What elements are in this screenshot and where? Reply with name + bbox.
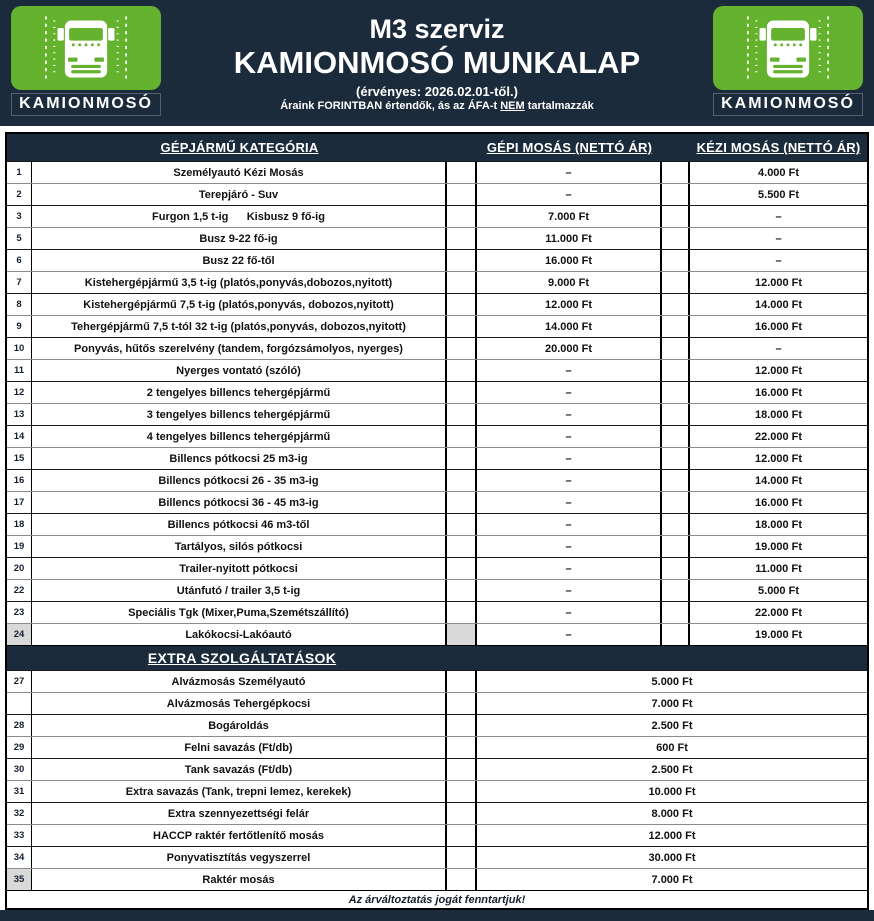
- hand-wash-price: 22.000 Ft: [754, 606, 803, 619]
- category-cell: 2 tengelyes billencs tehergépjármű: [32, 382, 447, 403]
- row-number: 5: [7, 228, 32, 249]
- row-number: 24: [7, 624, 32, 645]
- machine-wash-checkbox-cell[interactable]: [447, 294, 477, 315]
- table-header-row: [7, 134, 867, 161]
- bottom-band: [0, 910, 874, 921]
- hand-wash-checkbox-cell[interactable]: [662, 184, 690, 205]
- machine-wash-price: –: [477, 448, 662, 469]
- vat-note: Áraink FORINTBAN értendők, ás az ÁFA-t NEM tartalmazzák: [280, 100, 594, 113]
- table-row: [7, 271, 867, 293]
- machine-wash-price: –: [477, 470, 662, 491]
- truck-wash-logo-icon: [11, 6, 161, 90]
- category-cell: Felni savazás (Ft/db): [32, 737, 447, 758]
- machine-wash-price: 7.000 Ft: [477, 206, 662, 227]
- hand-wash-price: 5.000 Ft: [758, 584, 799, 597]
- row-number: 3: [7, 206, 32, 227]
- hand-wash-price: 16.000 Ft: [754, 320, 803, 333]
- machine-wash-checkbox-cell[interactable]: [447, 382, 477, 403]
- hand-wash-checkbox-cell[interactable]: [662, 316, 690, 337]
- machine-wash-price: –: [477, 514, 662, 535]
- hand-wash-checkbox-cell[interactable]: [662, 426, 690, 447]
- service-checkbox-cell[interactable]: [447, 693, 477, 714]
- machine-wash-checkbox-cell[interactable]: [447, 404, 477, 425]
- row-number: 20: [7, 558, 32, 579]
- row-number: 9: [7, 316, 32, 337]
- row-number: 34: [7, 847, 32, 868]
- machine-wash-checkbox-cell[interactable]: [447, 580, 477, 601]
- machine-wash-checkbox-cell[interactable]: [447, 228, 477, 249]
- table-row: [7, 469, 867, 491]
- category-cell: Trailer-nyitott pótkocsi: [32, 558, 447, 579]
- price-table: [5, 132, 869, 910]
- machine-wash-price: –: [477, 602, 662, 623]
- table-row: [7, 824, 867, 846]
- hand-wash-checkbox-cell[interactable]: [662, 448, 690, 469]
- hand-wash-checkbox-cell[interactable]: [662, 162, 690, 183]
- machine-wash-checkbox-cell[interactable]: [447, 206, 477, 227]
- category-cell: Utánfutó / trailer 3,5 t-ig: [32, 580, 447, 601]
- table-row: [7, 381, 867, 403]
- machine-wash-checkbox-cell[interactable]: [447, 184, 477, 205]
- table-row: [7, 359, 867, 381]
- extra-services-title: EXTRA SZOLGÁLTATÁSOK: [147, 650, 337, 666]
- hand-wash-price: 14.000 Ft: [754, 474, 803, 487]
- hand-wash-price: 14.000 Ft: [754, 298, 803, 311]
- table-row: [7, 337, 867, 359]
- table-row: [7, 403, 867, 425]
- service-checkbox-cell[interactable]: [447, 715, 477, 736]
- row-number: 2: [7, 184, 32, 205]
- machine-wash-checkbox-cell[interactable]: [447, 272, 477, 293]
- category-cell: Billencs pótkocsi 46 m3-től: [32, 514, 447, 535]
- service-price: 7.000 Ft: [651, 697, 693, 710]
- hand-wash-checkbox-cell[interactable]: [662, 206, 690, 227]
- table-row: [7, 736, 867, 758]
- table-row: [7, 513, 867, 535]
- machine-wash-price: –: [477, 360, 662, 381]
- table-row: [7, 293, 867, 315]
- machine-wash-checkbox-cell[interactable]: [447, 250, 477, 271]
- validity-note: (érvényes: 2026.02.01-től.): [356, 84, 518, 100]
- category-cell: Busz 22 fő-től: [32, 250, 447, 271]
- row-number: 12: [7, 382, 32, 403]
- service-checkbox-cell[interactable]: [447, 869, 477, 890]
- hand-wash-price: 18.000 Ft: [754, 408, 803, 421]
- hand-wash-checkbox-cell[interactable]: [662, 558, 690, 579]
- company-title: M3 szerviz: [369, 13, 505, 44]
- row-number: 33: [7, 825, 32, 846]
- service-checkbox-cell[interactable]: [447, 737, 477, 758]
- machine-wash-checkbox-cell[interactable]: [447, 338, 477, 359]
- service-price: 2.500 Ft: [651, 763, 693, 776]
- row-number: 17: [7, 492, 32, 513]
- service-checkbox-cell[interactable]: [447, 803, 477, 824]
- row-number: 7: [7, 272, 32, 293]
- machine-wash-checkbox-cell[interactable]: [447, 492, 477, 513]
- category-cell: Ponyvatisztítás vegyszerrel: [32, 847, 447, 868]
- machine-wash-price: –: [477, 162, 662, 183]
- hand-wash-price: 12.000 Ft: [754, 276, 803, 289]
- hand-wash-checkbox-cell[interactable]: [662, 470, 690, 491]
- table-row: [7, 161, 867, 183]
- row-number: 8: [7, 294, 32, 315]
- category-cell: Kistehergépjármű 7,5 t-ig (platós,ponyvás, dobozos,nyitott): [32, 294, 447, 315]
- machine-wash-price: –: [477, 404, 662, 425]
- vehicle-category-rows: [7, 161, 867, 645]
- machine-wash-price: 16.000 Ft: [477, 250, 662, 271]
- table-row: [7, 183, 867, 205]
- machine-wash-checkbox-cell[interactable]: [447, 602, 477, 623]
- category-cell: Speciális Tgk (Mixer,Puma,Szemétszállító): [32, 602, 447, 623]
- hand-wash-checkbox-cell[interactable]: [662, 602, 690, 623]
- category-cell: Személyautó Kézi Mosás: [32, 162, 447, 183]
- hand-wash-checkbox-cell[interactable]: [662, 338, 690, 359]
- hand-wash-price: 12.000 Ft: [754, 452, 803, 465]
- row-number: 13: [7, 404, 32, 425]
- row-number: 28: [7, 715, 32, 736]
- category-cell: Tank savazás (Ft/db): [32, 759, 447, 780]
- category-cell: Tartályos, silós pótkocsi: [32, 536, 447, 557]
- service-checkbox-cell[interactable]: [447, 781, 477, 802]
- machine-wash-checkbox-cell[interactable]: [447, 558, 477, 579]
- category-cell: Billencs pótkocsi 36 - 45 m3-ig: [32, 492, 447, 513]
- hand-wash-checkbox-cell[interactable]: [662, 294, 690, 315]
- hand-wash-price: 11.000 Ft: [755, 562, 802, 575]
- table-row: [7, 670, 867, 692]
- service-price: 8.000 Ft: [651, 807, 693, 820]
- category-cell: Ponyvás, hűtős szerelvény (tandem, forgózsámolyos, nyerges): [32, 338, 447, 359]
- category-cell: Terepjáró - Suv: [32, 184, 447, 205]
- category-cell: Bogároldás: [32, 715, 447, 736]
- row-number: 1: [7, 162, 32, 183]
- machine-wash-price: –: [477, 536, 662, 557]
- page-header: [0, 0, 874, 126]
- service-price: 2.500 Ft: [651, 719, 693, 732]
- table-row: [7, 557, 867, 579]
- truck-wash-logo-icon: [713, 6, 863, 90]
- extra-service-rows: [7, 670, 867, 890]
- hand-wash-price: 5.500 Ft: [758, 188, 799, 201]
- row-number: 32: [7, 803, 32, 824]
- row-number: 10: [7, 338, 32, 359]
- header-titles: [234, 14, 640, 113]
- machine-wash-price: –: [477, 382, 662, 403]
- table-row: [7, 714, 867, 736]
- service-price: 12.000 Ft: [648, 829, 696, 842]
- hand-wash-checkbox-cell[interactable]: [662, 580, 690, 601]
- row-number: 14: [7, 426, 32, 447]
- machine-wash-price: 14.000 Ft: [477, 316, 662, 337]
- machine-wash-checkbox-cell[interactable]: [447, 316, 477, 337]
- row-number: 30: [7, 759, 32, 780]
- category-cell: Alvázmosás Személyautó: [32, 671, 447, 692]
- table-row: [7, 205, 867, 227]
- logo-left: [11, 6, 161, 116]
- category-cell: HACCP raktér fertőtlenítő mosás: [32, 825, 447, 846]
- hand-wash-checkbox-cell[interactable]: [662, 272, 690, 293]
- machine-wash-checkbox-cell[interactable]: [447, 360, 477, 381]
- row-number: 15: [7, 448, 32, 469]
- table-row: [7, 780, 867, 802]
- service-price: 30.000 Ft: [648, 851, 696, 864]
- machine-wash-price: –: [477, 624, 662, 645]
- row-number: 29: [7, 737, 32, 758]
- hand-wash-price: 18.000 Ft: [754, 518, 803, 531]
- hand-wash-checkbox-cell[interactable]: [662, 360, 690, 381]
- category-cell: Kistehergépjármű 3,5 t-ig (platós,ponyvás,dobozos,nyitott): [32, 272, 447, 293]
- column-header-machine-wash: GÉPI MOSÁS (NETTÓ ÁR): [486, 140, 653, 155]
- row-number: [7, 693, 32, 714]
- machine-wash-price: 20.000 Ft: [477, 338, 662, 359]
- row-number: 23: [7, 602, 32, 623]
- category-cell: Raktér mosás: [32, 869, 447, 890]
- row-number: 19: [7, 536, 32, 557]
- row-number: 27: [7, 671, 32, 692]
- row-number: 11: [7, 360, 32, 381]
- machine-wash-price: –: [477, 580, 662, 601]
- hand-wash-price: –: [775, 232, 782, 245]
- table-row: [7, 623, 867, 645]
- price-change-disclaimer: Az árváltoztatás jogát fenntartjuk!: [7, 890, 867, 908]
- hand-wash-price: 16.000 Ft: [754, 386, 803, 399]
- hand-wash-price: 4.000 Ft: [758, 166, 799, 179]
- row-number: 16: [7, 470, 32, 491]
- service-price: 5.000 Ft: [651, 675, 693, 688]
- logo-left-label: KAMIONMOSÓ: [11, 93, 161, 116]
- category-cell: 3 tengelyes billencs tehergépjármű: [32, 404, 447, 425]
- hand-wash-checkbox-cell[interactable]: [662, 404, 690, 425]
- hand-wash-checkbox-cell[interactable]: [662, 536, 690, 557]
- machine-wash-checkbox-cell[interactable]: [447, 448, 477, 469]
- row-number: 18: [7, 514, 32, 535]
- machine-wash-price: –: [477, 492, 662, 513]
- hand-wash-price: 19.000 Ft: [754, 628, 803, 641]
- machine-wash-price: –: [477, 558, 662, 579]
- machine-wash-checkbox-cell[interactable]: [447, 426, 477, 447]
- hand-wash-price: –: [775, 342, 782, 355]
- table-row: [7, 425, 867, 447]
- hand-wash-price: 19.000 Ft: [754, 540, 803, 553]
- machine-wash-price: –: [477, 426, 662, 447]
- category-cell: Extra savazás (Tank, trepni lemez, kerekek): [32, 781, 447, 802]
- logo-right-label: KAMIONMOSÓ: [713, 93, 863, 116]
- row-number: 31: [7, 781, 32, 802]
- category-cell: Tehergépjármű 7,5 t-tól 32 t-ig (platós,ponyvás, dobozos,nyitott): [32, 316, 447, 337]
- column-header-hand-wash: KÉZI MOSÁS (NETTÓ ÁR): [696, 140, 861, 155]
- table-row: [7, 491, 867, 513]
- vat-note-emphasis: NEM: [500, 100, 525, 113]
- category-cell: 4 tengelyes billencs tehergépjármű: [32, 426, 447, 447]
- category-cell: Billencs pótkocsi 25 m3-ig: [32, 448, 447, 469]
- row-number: 6: [7, 250, 32, 271]
- table-row: [7, 227, 867, 249]
- hand-wash-price: 16.000 Ft: [754, 496, 803, 509]
- machine-wash-price: 11.000 Ft: [477, 228, 662, 249]
- table-row: [7, 868, 867, 890]
- category-cell: Nyerges vontató (szóló): [32, 360, 447, 381]
- machine-wash-checkbox-cell[interactable]: [447, 162, 477, 183]
- service-checkbox-cell[interactable]: [447, 825, 477, 846]
- service-price: 600 Ft: [656, 741, 688, 754]
- service-checkbox-cell[interactable]: [447, 759, 477, 780]
- page-title: KAMIONMOSÓ MUNKALAP: [233, 44, 641, 80]
- hand-wash-price: 12.000 Ft: [754, 364, 803, 377]
- hand-wash-checkbox-cell[interactable]: [662, 624, 690, 645]
- table-row: [7, 846, 867, 868]
- hand-wash-checkbox-cell[interactable]: [662, 228, 690, 249]
- row-number: 35: [7, 869, 32, 890]
- logo-right: [713, 6, 863, 116]
- machine-wash-checkbox-cell[interactable]: [447, 514, 477, 535]
- category-cell: Busz 9-22 fő-ig: [32, 228, 447, 249]
- table-row: [7, 758, 867, 780]
- row-number: 22: [7, 580, 32, 601]
- table-row: [7, 249, 867, 271]
- hand-wash-checkbox-cell[interactable]: [662, 492, 690, 513]
- service-price: 10.000 Ft: [648, 785, 696, 798]
- hand-wash-price: 22.000 Ft: [754, 430, 803, 443]
- table-row: [7, 601, 867, 623]
- hand-wash-checkbox-cell[interactable]: [662, 514, 690, 535]
- machine-wash-checkbox-cell[interactable]: [447, 624, 477, 645]
- table-row: [7, 579, 867, 601]
- table-row: [7, 315, 867, 337]
- table-row: [7, 692, 867, 714]
- column-header-category: GÉPJÁRMŰ KATEGÓRIA: [160, 140, 319, 155]
- hand-wash-price: –: [775, 210, 782, 223]
- category-cell: Furgon 1,5 t-ig Kisbusz 9 fő-ig: [32, 206, 447, 227]
- service-checkbox-cell[interactable]: [447, 847, 477, 868]
- category-cell: Extra szennyezettségi felár: [32, 803, 447, 824]
- machine-wash-checkbox-cell[interactable]: [447, 536, 477, 557]
- hand-wash-checkbox-cell[interactable]: [662, 250, 690, 271]
- table-row: [7, 447, 867, 469]
- table-row: [7, 802, 867, 824]
- category-cell: Alvázmosás Tehergépkocsi: [32, 693, 447, 714]
- machine-wash-price: 9.000 Ft: [477, 272, 662, 293]
- service-checkbox-cell[interactable]: [447, 671, 477, 692]
- machine-wash-price: 12.000 Ft: [477, 294, 662, 315]
- table-row: [7, 535, 867, 557]
- category-cell: Billencs pótkocsi 26 - 35 m3-ig: [32, 470, 447, 491]
- hand-wash-checkbox-cell[interactable]: [662, 382, 690, 403]
- category-cell: Lakókocsi-Lakóautó: [32, 624, 447, 645]
- extra-services-header: [7, 645, 867, 670]
- service-price: 7.000 Ft: [651, 873, 693, 886]
- machine-wash-checkbox-cell[interactable]: [447, 470, 477, 491]
- hand-wash-price: –: [775, 254, 782, 267]
- machine-wash-price: –: [477, 184, 662, 205]
